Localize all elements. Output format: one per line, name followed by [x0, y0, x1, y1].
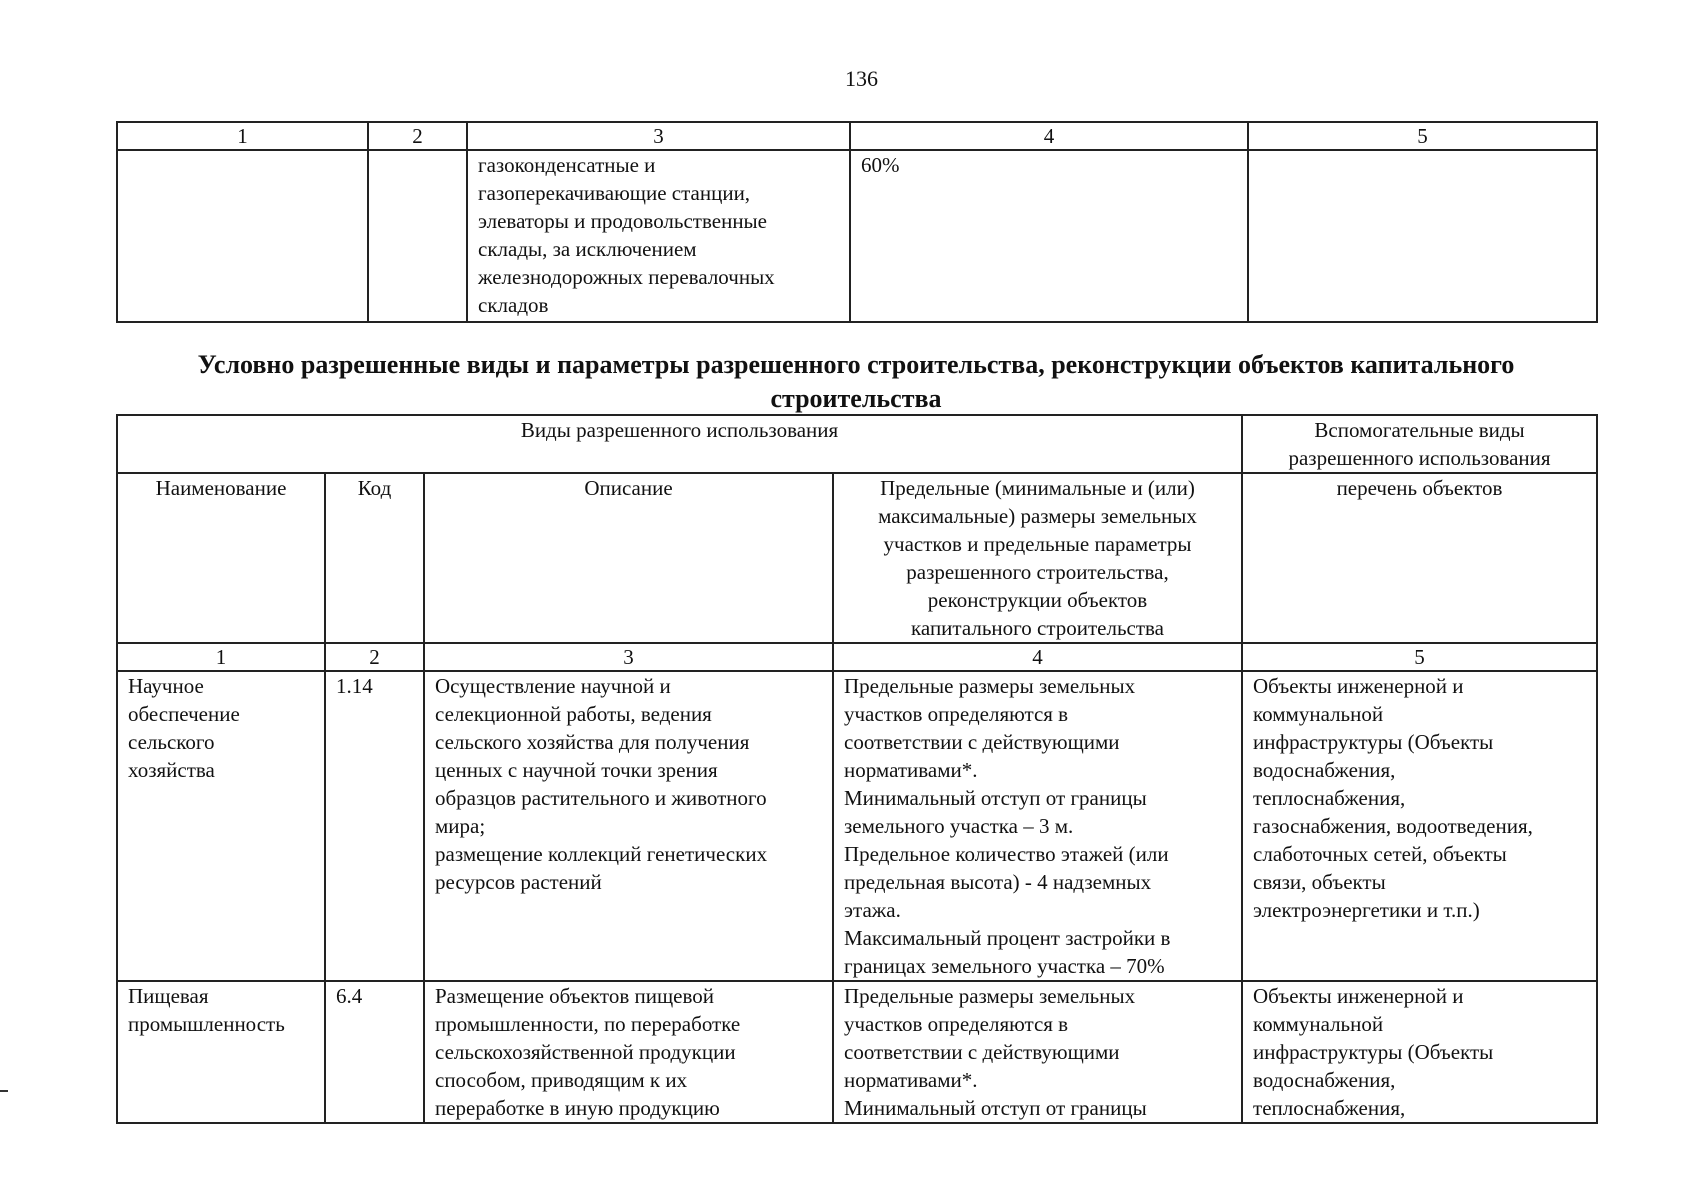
- table-row: [117, 671, 1597, 981]
- text-line: Предельные размеры земельных: [844, 674, 1136, 698]
- cell-col5: [1248, 150, 1597, 322]
- text-line: газоперекачивающие станции,: [478, 181, 751, 205]
- text-line: электроэнергетики и т.п.): [1253, 898, 1480, 922]
- text-line: Максимальный процент застройки в: [844, 926, 1171, 950]
- text-line: инфраструктуры (Объекты: [1253, 730, 1494, 754]
- cell-col2: [368, 150, 467, 322]
- text-line: сельского: [128, 730, 215, 754]
- cell-col1: [117, 150, 368, 322]
- column-number-row: [117, 643, 1597, 671]
- text-line: коммунальной: [1253, 702, 1384, 726]
- aux-header: [1242, 415, 1597, 473]
- column-number: 2: [325, 643, 424, 671]
- text-line: Размещение объектов пищевой: [435, 984, 714, 1008]
- group-header: Виды разрешенного использования: [117, 415, 1242, 473]
- column-number: 1: [117, 122, 368, 150]
- column-header-row: [117, 473, 1597, 643]
- text-line: Минимальный отступ от границы: [844, 786, 1147, 810]
- text-line: границах земельного участка – 70%: [844, 954, 1165, 978]
- text-line: капитального строительства: [911, 616, 1164, 640]
- column-number: 3: [424, 643, 833, 671]
- cell-name: [117, 981, 325, 1123]
- text-line: сельского хозяйства для получения: [435, 730, 750, 754]
- text-line: разрешенного строительства,: [906, 560, 1169, 584]
- text-line: предельная высота) - 4 надземных: [844, 870, 1152, 894]
- group-header-row: [117, 415, 1597, 473]
- text-line: элеваторы и продовольственные: [478, 209, 767, 233]
- text-line: размещение коллекций генетических: [435, 842, 768, 866]
- header-code: Код: [325, 473, 424, 643]
- text-line: газоснабжения, водоотведения,: [1253, 814, 1533, 838]
- header-description: Описание: [424, 473, 833, 643]
- column-number: 5: [1242, 643, 1597, 671]
- text-line: Вспомогательные виды: [1314, 418, 1525, 442]
- cell-limits: [833, 671, 1242, 981]
- margin-mark: [0, 1090, 8, 1092]
- text-line: соответствии с действующими: [844, 730, 1120, 754]
- page-number: 136: [845, 66, 878, 91]
- text-line: Предельное количество этажей (или: [844, 842, 1169, 866]
- text-line: мира;: [435, 814, 486, 838]
- text-line: реконструкции объектов: [927, 588, 1148, 612]
- cell-code: 6.4: [325, 981, 424, 1123]
- text-line: промышленности, по переработке: [435, 1012, 741, 1036]
- text-line: водоснабжения,: [1253, 758, 1396, 782]
- column-number: 3: [467, 122, 850, 150]
- column-number: 4: [833, 643, 1242, 671]
- column-number: 4: [850, 122, 1248, 150]
- title-line: строительства: [770, 384, 942, 413]
- column-number-row: [117, 122, 1597, 150]
- text-line: соответствии с действующими: [844, 1040, 1120, 1064]
- permitted-uses-table: [116, 414, 1598, 1124]
- section-title: [116, 348, 1596, 416]
- text-line: участков и предельные параметры: [883, 532, 1192, 556]
- text-line: этажа.: [844, 898, 901, 922]
- text-line: слаботочных сетей, объекты: [1253, 842, 1507, 866]
- text-line: теплоснабжения,: [1253, 786, 1406, 810]
- text-line: Объекты инженерной и: [1253, 984, 1464, 1008]
- text-line: промышленность: [128, 1012, 285, 1036]
- title-line: Условно разрешенные виды и параметры разрешенного строительства, реконструкции объектов капитального: [197, 350, 1515, 379]
- text-line: способом, приводящим к их: [435, 1068, 688, 1092]
- text-line: разрешенного использования: [1288, 446, 1551, 470]
- text-line: участков определяются в: [844, 1012, 1069, 1036]
- text-line: Минимальный отступ от границы: [844, 1096, 1147, 1120]
- column-number: 1: [117, 643, 325, 671]
- column-number: 5: [1248, 122, 1597, 150]
- text-line: Осуществление научной и: [435, 674, 671, 698]
- text-line: нормативами*.: [844, 758, 978, 782]
- text-line: теплоснабжения,: [1253, 1096, 1406, 1120]
- text-line: хозяйства: [128, 758, 215, 782]
- text-line: обеспечение: [128, 702, 240, 726]
- header-limits: [833, 473, 1242, 643]
- text-line: Предельные (минимальные и (или): [880, 476, 1195, 500]
- header-aux-list: перечень объектов: [1242, 473, 1597, 643]
- text-line: связи, объекты: [1253, 870, 1386, 894]
- table-row: [117, 150, 1597, 322]
- continuation-table: [116, 121, 1598, 323]
- cell-description: [424, 981, 833, 1123]
- text-line: инфраструктуры (Объекты: [1253, 1040, 1494, 1064]
- cell-limits: [833, 981, 1242, 1123]
- column-number: 2: [368, 122, 467, 150]
- text-line: участков определяются в: [844, 702, 1069, 726]
- text-line: земельного участка – 3 м.: [844, 814, 1074, 838]
- text-line: водоснабжения,: [1253, 1068, 1396, 1092]
- cell-code: 1.14: [325, 671, 424, 981]
- text-line: Пищевая: [128, 984, 209, 1008]
- text-line: нормативами*.: [844, 1068, 978, 1092]
- cell-aux: [1242, 671, 1597, 981]
- cell-description: [467, 150, 850, 322]
- text-line: складов: [478, 293, 549, 317]
- text-line: селекционной работы, ведения: [435, 702, 712, 726]
- text-line: ресурсов растений: [435, 870, 602, 894]
- text-line: Объекты инженерной и: [1253, 674, 1464, 698]
- text-line: переработке в иную продукцию: [435, 1096, 720, 1120]
- text-line: коммунальной: [1253, 1012, 1384, 1036]
- text-line: Предельные размеры земельных: [844, 984, 1136, 1008]
- cell-percent: 60%: [850, 150, 1248, 322]
- table-row: [117, 981, 1597, 1123]
- cell-name: [117, 671, 325, 981]
- text-line: максимальные) размеры земельных: [878, 504, 1197, 528]
- header-name: Наименование: [117, 473, 325, 643]
- text-line: газоконденсатные и: [478, 153, 656, 177]
- cell-aux: [1242, 981, 1597, 1123]
- text-line: Научное: [128, 674, 204, 698]
- text-line: склады, за исключением: [478, 237, 697, 261]
- text-line: образцов растительного и животного: [435, 786, 767, 810]
- text-line: железнодорожных перевалочных: [478, 265, 775, 289]
- text-line: сельскохозяйственной продукции: [435, 1040, 736, 1064]
- text-line: ценных с научной точки зрения: [435, 758, 718, 782]
- cell-description: [424, 671, 833, 981]
